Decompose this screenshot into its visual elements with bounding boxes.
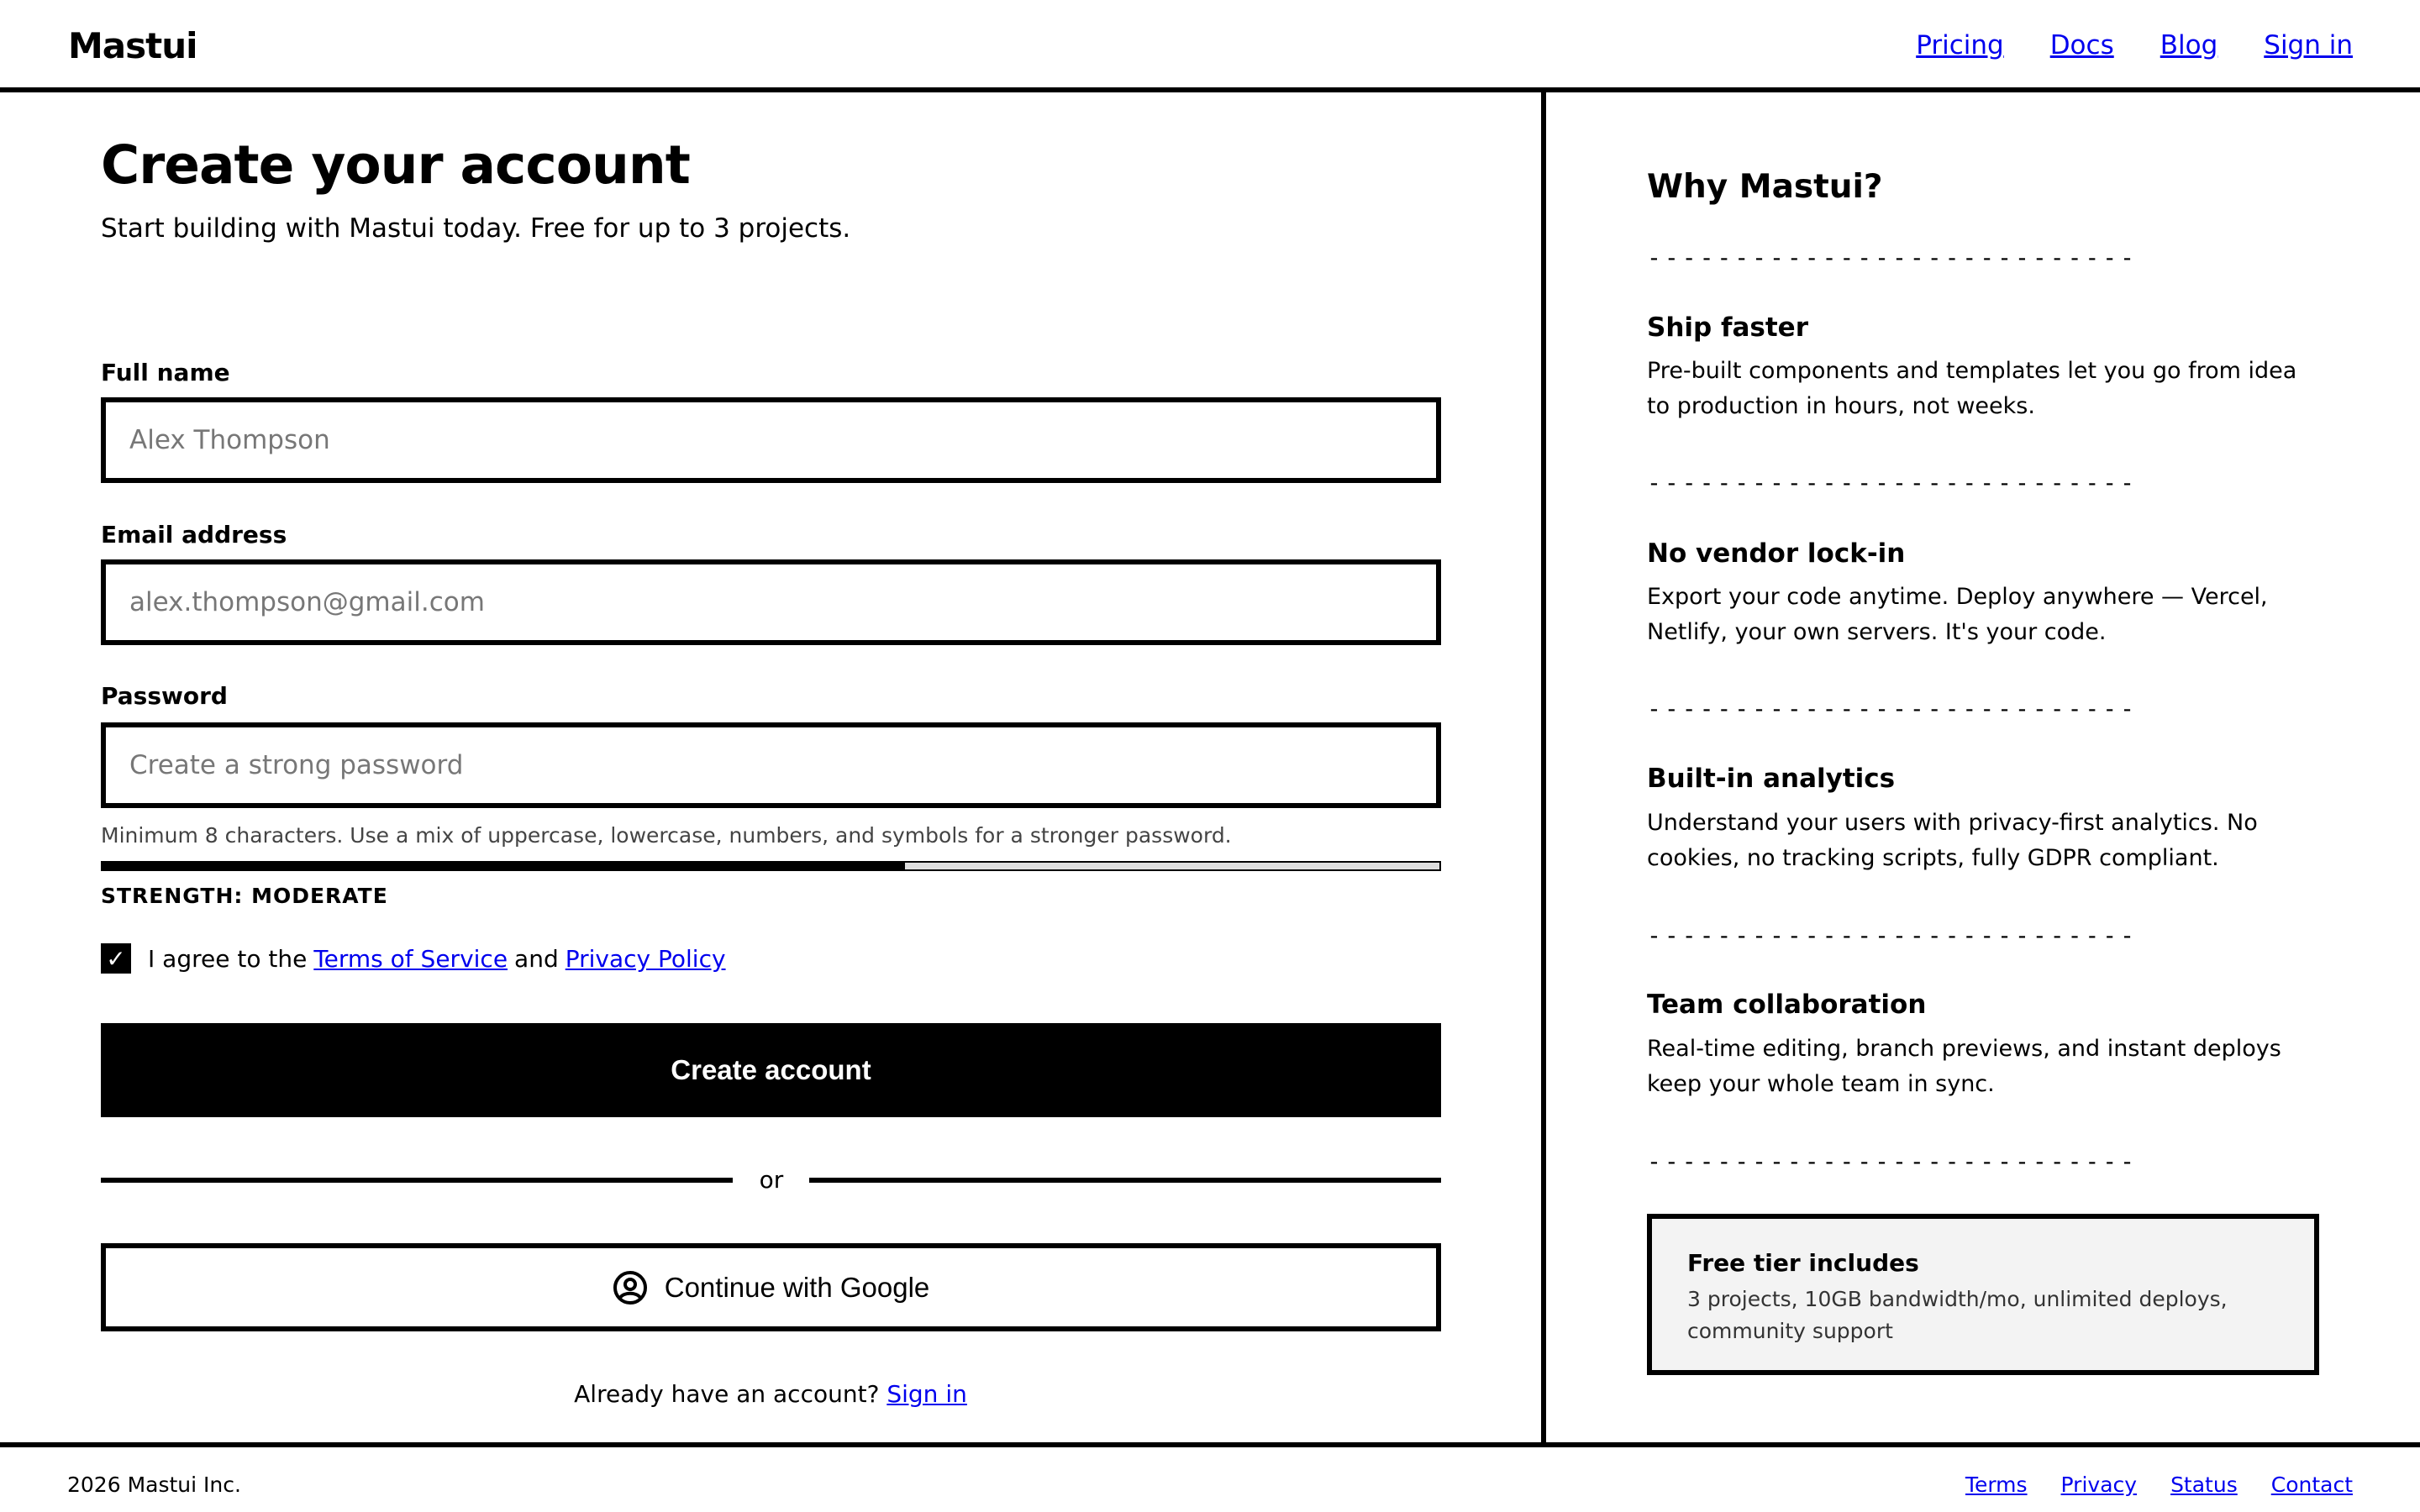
- footer-link-contact[interactable]: Contact: [2270, 1473, 2353, 1497]
- terms-of-service-link[interactable]: Terms of Service: [313, 944, 508, 973]
- page-title: Create your account: [101, 134, 690, 196]
- full-name-label: Full name: [101, 359, 230, 386]
- create-account-button[interactable]: Create account: [101, 1023, 1441, 1117]
- free-tier-desc: 3 projects, 10GB bandwidth/mo, unlimited deploys, community support: [1687, 1287, 2228, 1343]
- google-button-label: Continue with Google: [664, 1271, 930, 1303]
- section-divider: ----------------------------: [1647, 244, 2139, 271]
- feature-desc: Export your code anytime. Deploy anywhere — Vercel, Netlify, your own servers. It's your code.: [1647, 584, 2268, 645]
- copyright: 2026 Mastui Inc.: [67, 1473, 241, 1497]
- full-name-input[interactable]: [101, 397, 1441, 483]
- email-input[interactable]: [101, 559, 1441, 645]
- why-title: Why Mastui?: [1647, 168, 1883, 206]
- password-input[interactable]: [101, 722, 1441, 808]
- section-divider: ----------------------------: [1647, 921, 2139, 949]
- password-hint: Minimum 8 characters. Use a mix of uppercase, lowercase, numbers, and symbols for a stronger password.: [101, 823, 1232, 848]
- footer-nav: [1965, 1473, 2353, 1497]
- continue-with-google-button[interactable]: [101, 1243, 1441, 1331]
- user-circle-icon: [613, 1270, 648, 1305]
- feature-title: Team collaboration: [1647, 990, 1927, 1020]
- nav-link-sign-in[interactable]: Sign in: [2264, 30, 2353, 60]
- sign-in-prompt-row: [0, 1380, 1541, 1408]
- feature-title: Ship faster: [1647, 312, 1808, 343]
- or-divider-text: or: [759, 1166, 784, 1194]
- footer: [0, 1442, 2420, 1512]
- feature-desc: Understand your users with privacy-first analytics. No cookies, no tracking scripts, fully GDPR compliant.: [1647, 810, 2258, 871]
- top-nav: [1916, 30, 2353, 60]
- nav-link-blog[interactable]: Blog: [2160, 30, 2218, 60]
- terms-agreement: [101, 943, 733, 974]
- logo[interactable]: Mastui: [68, 25, 197, 66]
- privacy-policy-link[interactable]: Privacy Policy: [565, 944, 726, 973]
- section-divider: ----------------------------: [1647, 1147, 2139, 1175]
- feature-title: No vendor lock-in: [1647, 538, 1906, 569]
- nav-link-pricing[interactable]: Pricing: [1916, 30, 2004, 60]
- agree-and: and: [514, 944, 559, 973]
- sign-in-link[interactable]: Sign in: [886, 1380, 967, 1408]
- free-tier-box: [1647, 1214, 2319, 1375]
- strength-label: STRENGTH: MODERATE: [101, 884, 388, 908]
- section-divider: ----------------------------: [1647, 469, 2139, 496]
- page-subtitle: Start building with Mastui today. Free for up to 3 projects.: [101, 213, 851, 244]
- strength-meter-fill: [103, 863, 905, 869]
- column-divider: [1541, 92, 1546, 1445]
- top-header: [0, 0, 2420, 92]
- free-tier-title: Free tier includes: [1687, 1249, 1919, 1277]
- email-label: Email address: [101, 521, 287, 549]
- feature-desc: Pre-built components and templates let you go from idea to production in hours, not weeks.: [1647, 358, 2297, 419]
- feature-title: Built-in analytics: [1647, 764, 1896, 794]
- or-divider-right: [809, 1178, 1441, 1183]
- agree-prefix: I agree to the: [148, 944, 308, 973]
- feature-desc: Real-time editing, branch previews, and instant deploys keep your whole team in sync.: [1647, 1036, 2281, 1097]
- footer-link-privacy[interactable]: Privacy: [2060, 1473, 2138, 1497]
- sign-in-prompt: Already have an account?: [574, 1380, 880, 1408]
- password-label: Password: [101, 682, 228, 710]
- nav-link-docs[interactable]: Docs: [2049, 30, 2114, 60]
- footer-link-status[interactable]: Status: [2170, 1473, 2238, 1497]
- section-divider: ----------------------------: [1647, 695, 2139, 722]
- agree-checkbox[interactable]: ✓: [101, 943, 131, 974]
- or-divider-left: [101, 1178, 733, 1183]
- footer-link-terms[interactable]: Terms: [1965, 1473, 2028, 1497]
- password-strength-meter: [101, 861, 1441, 871]
